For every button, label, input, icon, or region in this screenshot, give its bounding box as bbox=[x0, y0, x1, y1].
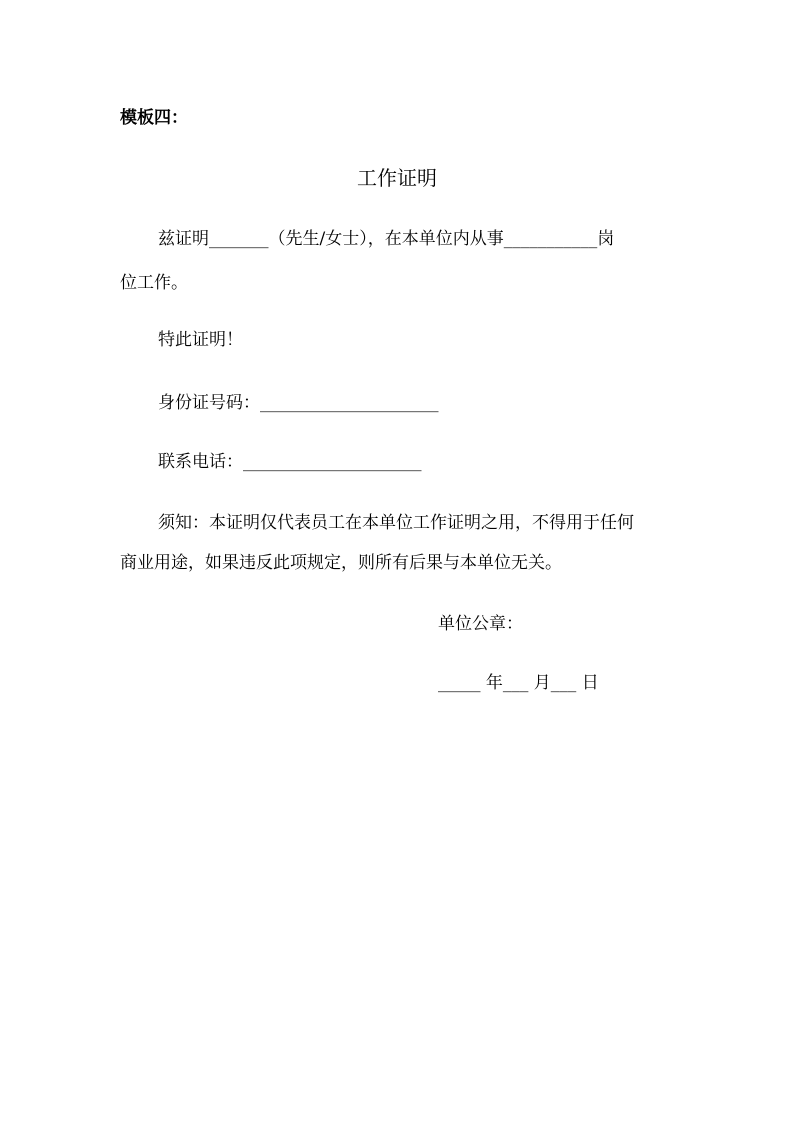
unit-seal-label: 单位公章： bbox=[438, 614, 523, 634]
date-line: _____ 年___ 月___ 日 bbox=[438, 673, 599, 693]
phone-field: 联系电话：_____________________ bbox=[158, 452, 422, 472]
notice-line-1: 须知：本证明仅代表员工在本单位工作证明之用，不得用于任何 bbox=[158, 513, 634, 533]
document-title: 工作证明 bbox=[357, 166, 437, 190]
id-number-field: 身份证号码：_____________________ bbox=[158, 393, 439, 413]
certification-line-1: 兹证明_______（先生/女士），在本单位内从事___________岗 bbox=[158, 229, 615, 249]
template-label: 模板四： bbox=[120, 108, 188, 128]
certification-line-2: 位工作。 bbox=[120, 273, 188, 293]
certify-statement: 特此证明！ bbox=[158, 330, 243, 350]
notice-line-2: 商业用途，如果违反此项规定，则所有后果与本单位无关。 bbox=[120, 553, 562, 573]
